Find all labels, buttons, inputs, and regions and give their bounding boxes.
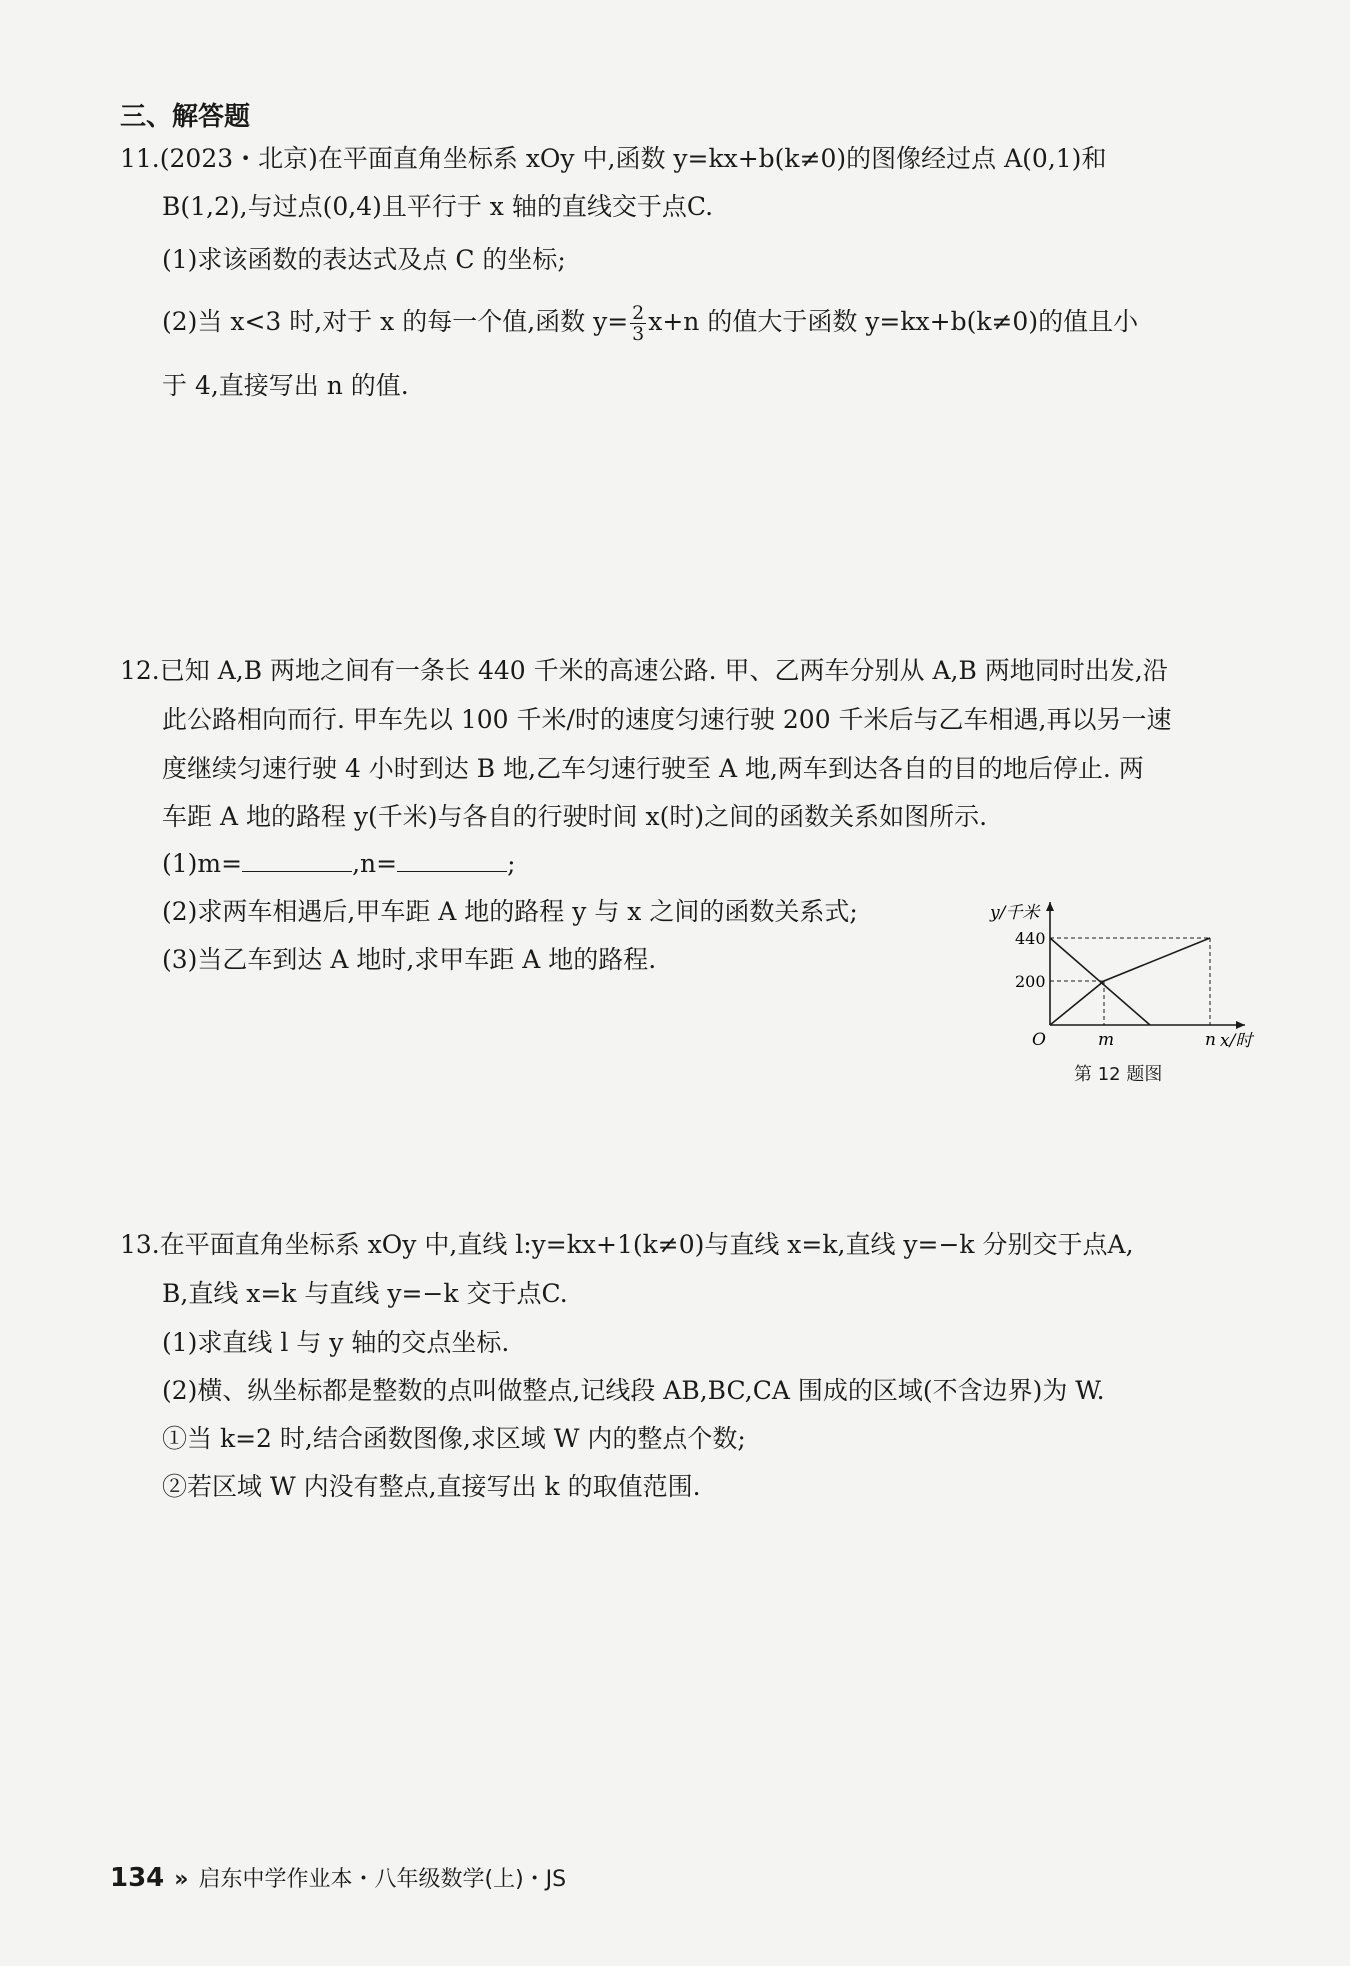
fraction-denominator: 3 [632,323,645,345]
fraction-numerator: 2 [632,302,645,324]
x-axis-arrow-icon [1236,1021,1245,1029]
q12-part1 [162,847,516,881]
q13-line1: 13.在平面直角坐标系 xOy 中,直线 l:y=kx+1(k≠0)与直线 x=k,直线 y=−k 分别交于点A, [120,1230,1134,1259]
section-title: 三、解答题 [120,102,251,132]
q13-part2-1: ①当 k=2 时,结合函数图像,求区域 W 内的整点个数; [162,1424,746,1453]
y-axis-label: y/千米 [990,903,1040,923]
q12-line2: 此公路相向而行. 甲车先以 100 千米/时的速度匀速行驶 200 千米后与乙车相遇,再以另一速 [162,705,1172,734]
q11-part2 [162,303,1138,344]
q11-line2: B(1,2),与过点(0,4)且平行于 x 轴的直线交于点C. [162,192,714,221]
q12-line4: 车距 A 地的路程 y(千米)与各自的行驶时间 x(时)之间的函数关系如图所示. [162,802,988,831]
q12-part2: (2)求两车相遇后,甲车距 A 地的路程 y 与 x 之间的函数关系式; [162,897,858,926]
y-tick-440: 440 [1015,929,1046,948]
q11-part2-before: (2)当 x<3 时,对于 x 的每一个值,函数 y= [162,307,629,336]
q13-part2: (2)横、纵坐标都是整数的点叫做整点,记线段 AB,BC,CA 围成的区域(不含边界)为 W. [162,1376,1105,1405]
x-tick-n: n [1205,1030,1216,1050]
q12-part1-end: ; [507,849,516,878]
q13-part2-2: ②若区域 W 内没有整点,直接写出 k 的取值范围. [162,1472,701,1501]
page-footer [110,1862,566,1893]
q11-part2-after: x+n 的值大于函数 y=kx+b(k≠0)的值且小 [648,307,1139,336]
y-tick-200: 200 [1015,972,1046,991]
q12-part3: (3)当乙车到达 A 地时,求甲车距 A 地的路程. [162,945,657,974]
distance-time-graph [980,890,1260,1050]
q12-line1: 12.已知 A,B 两地之间有一条长 440 千米的高速公路. 甲、乙两车分别从 A,B 两地同时出发,沿 [120,656,1168,685]
q11-line1: 11.(2023・北京)在平面直角坐标系 xOy 中,函数 y=kx+b(k≠0)的图像经过点 A(0,1)和 [120,144,1107,173]
figure-caption: 第 12 题图 [1074,1064,1163,1085]
x-axis-label: x/时 [1220,1031,1253,1050]
q12-part1-m: (1)m= [162,849,243,878]
q11-part2-cont: 于 4,直接写出 n 的值. [162,371,409,400]
q13-part1: (1)求直线 l 与 y 轴的交点坐标. [162,1328,510,1357]
answer-blank-m[interactable] [242,847,352,872]
page-number: 134 [110,1863,165,1893]
answer-blank-n[interactable] [397,847,507,872]
q11-part1: (1)求该函数的表达式及点 C 的坐标; [162,245,566,274]
q12-line3: 度继续匀速行驶 4 小时到达 B 地,乙车匀速行驶至 A 地,两车到达各自的目的地后停止. 两 [162,754,1144,783]
y-axis-arrow-icon [1046,902,1054,911]
x-tick-m: m [1098,1030,1115,1050]
double-chevron-icon: » [174,1867,189,1892]
q13-line2: B,直线 x=k 与直线 y=−k 交于点C. [162,1279,568,1308]
origin-label: O [1032,1030,1046,1050]
fraction-two-thirds [630,303,646,344]
book-title: 启东中学作业本・八年级数学(上)・JS [198,1867,567,1892]
q12-part1-n: ,n= [352,849,398,878]
